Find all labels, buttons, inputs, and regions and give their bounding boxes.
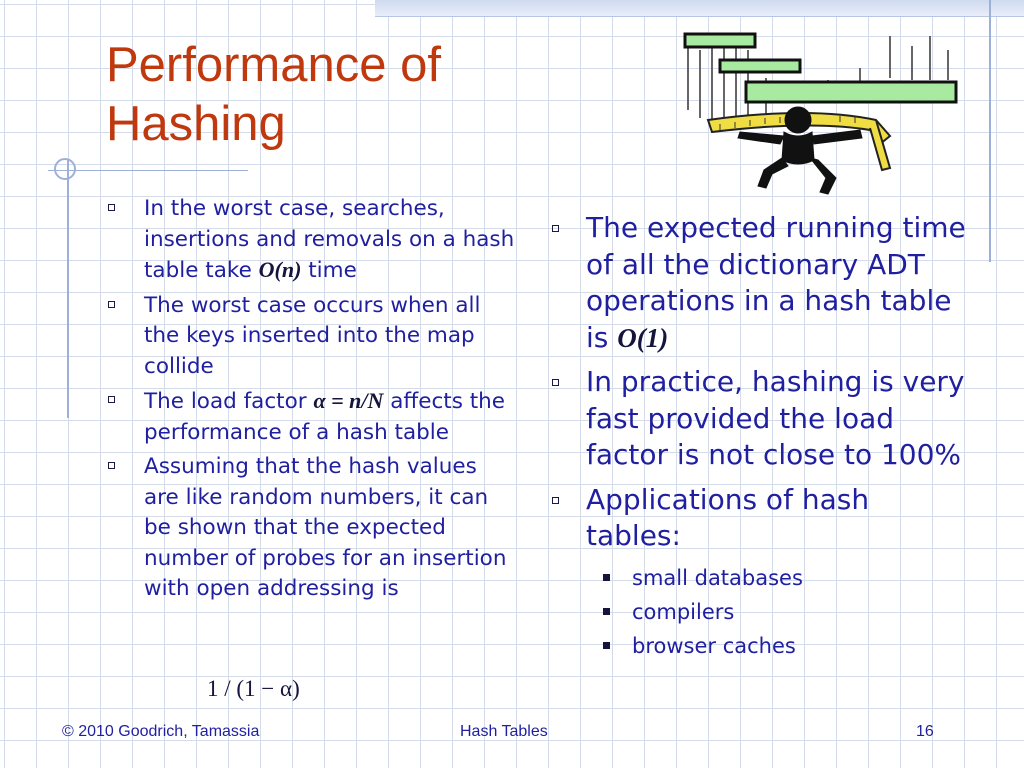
sub-list-item: compilers xyxy=(586,595,968,629)
right-decor-rule xyxy=(989,0,991,262)
sub-list-item: small databases xyxy=(586,561,968,595)
hollow-square-bullet-icon xyxy=(108,204,115,211)
probe-formula: 1 / (1 − α) xyxy=(207,676,300,701)
big-o-n-math: O(n) xyxy=(258,257,302,282)
circle-decor-mark xyxy=(54,158,76,180)
list-item: In practice, hashing is very fast provided the load factor is not close to 100% xyxy=(548,364,968,474)
footer-page-number: 16 xyxy=(916,723,934,740)
hollow-square-bullet-icon xyxy=(108,301,115,308)
hollow-square-bullet-icon xyxy=(108,396,115,403)
filled-square-bullet-icon xyxy=(603,608,610,615)
left-decor-rule xyxy=(67,160,69,418)
person-lifting-bars-icon xyxy=(680,28,965,198)
load-factor-math: α = n/N xyxy=(313,388,384,413)
title-underline-rule xyxy=(48,170,248,171)
list-item: The expected running time of all the dictionary ADT operations in a hash table is O(1) xyxy=(548,210,968,356)
list-item: Applications of hash tables: small databases compilers browser caches xyxy=(548,482,968,663)
footer-topic: Hash Tables xyxy=(460,723,548,740)
applications-sublist xyxy=(586,561,968,663)
list-item: In the worst case, searches, insertions and removals on a hash table take O(n) time xyxy=(106,194,516,287)
left-bullet-list xyxy=(106,194,516,609)
sub-list-item: browser caches xyxy=(586,629,968,663)
big-o-one-math: O(1) xyxy=(617,322,669,353)
top-decor-band xyxy=(375,0,1024,17)
list-item: Assuming that the hash values are like random numbers, it can be shown that the expected number of probes for an insertion with open addressing is xyxy=(106,452,516,605)
hollow-square-bullet-icon xyxy=(552,497,559,504)
right-bullet-list xyxy=(548,210,968,671)
hollow-square-bullet-icon xyxy=(552,225,559,232)
slide-title: Performance of Hashing xyxy=(106,38,441,151)
footer-copyright: © 2010 Goodrich, Tamassia xyxy=(62,723,260,740)
hollow-square-bullet-icon xyxy=(552,379,559,386)
filled-square-bullet-icon xyxy=(603,642,610,649)
hollow-square-bullet-icon xyxy=(108,462,115,469)
list-item: The worst case occurs when all the keys inserted into the map collide xyxy=(106,291,516,383)
filled-square-bullet-icon xyxy=(603,574,610,581)
list-item: The load factor α = n/N affects the performance of a hash table xyxy=(106,386,516,448)
